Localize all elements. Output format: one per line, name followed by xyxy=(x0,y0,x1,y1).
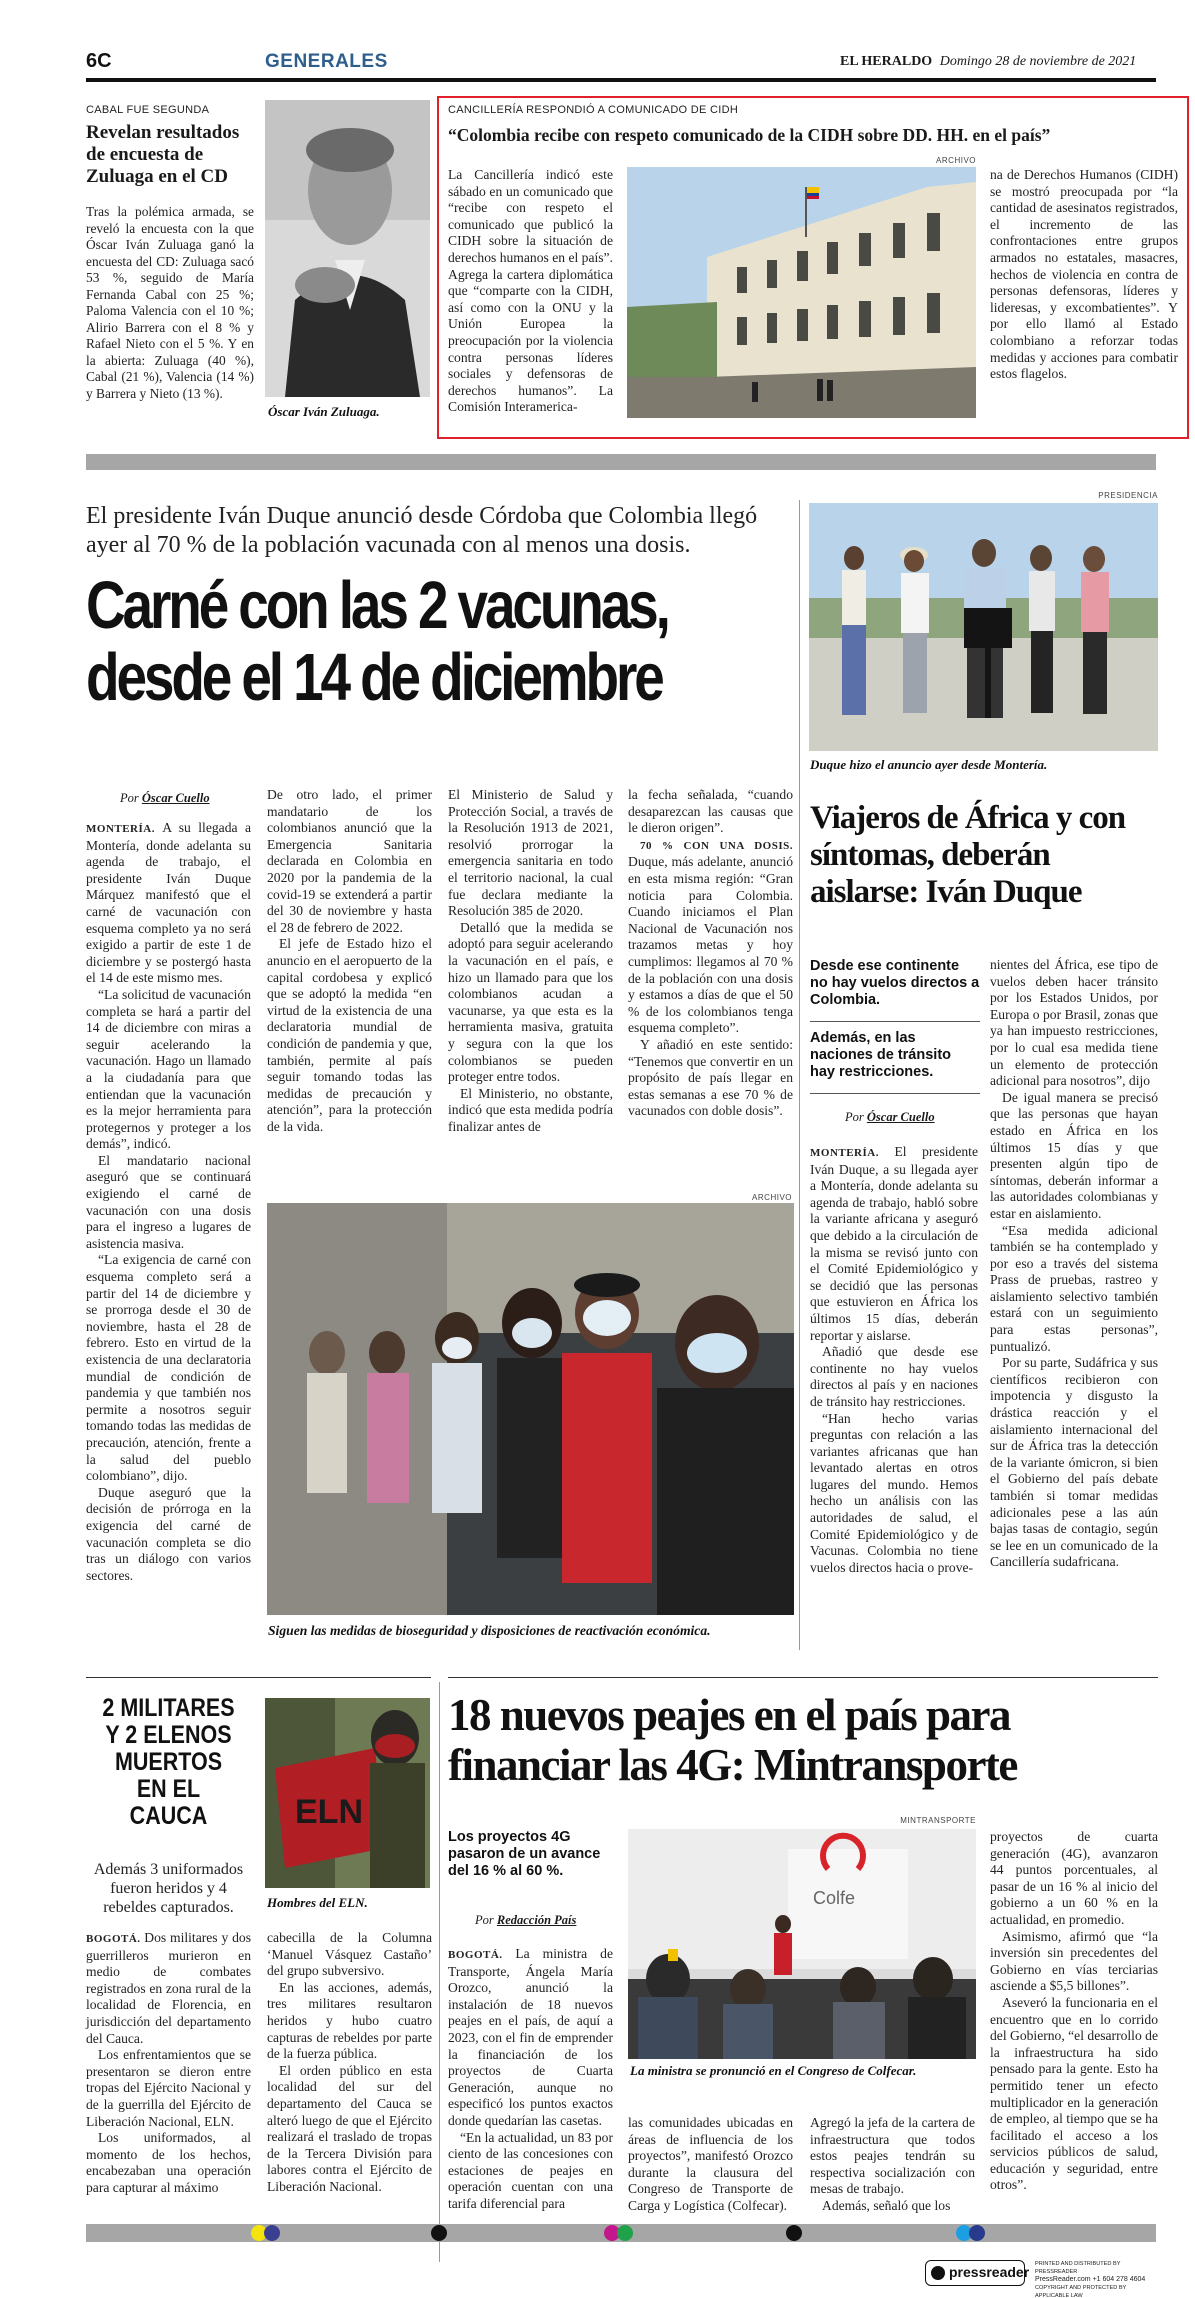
paragraph xyxy=(810,2115,975,2198)
section-name: GENERALES xyxy=(265,51,388,72)
paragraph xyxy=(267,1930,432,1980)
paragraph-text: Duque, más adelante, anunció en esta misma región: “Gran noticia para Colombia. Cuando iniciamos el Plan Nacional de Vacunación nos trazamos metas y hoy cumplimos: llegamos al 70 % de la población con una dosis y estamos a días de que el 50 % de los colombianos tenga esquema completo”. xyxy=(628,854,793,1036)
paragraph xyxy=(628,1037,793,1120)
peajes-byline-name: Redacción País xyxy=(496,1913,577,1927)
carne-byline xyxy=(120,791,210,806)
carne-byline-name: Óscar Cuello xyxy=(141,791,210,805)
pressreader-line-2: PressReader.com +1 604 278 4604 xyxy=(1035,2276,1146,2283)
paragraph-text: “La solicitud de vacunación completa se hará a partir del 14 de diciembre con miras a seguir acelerando la vacunación. Hago un llamado a la ciudadanía para que entiendan que la vacunación es la mejor herramienta para protegernos y proteger a los demás”, indicó. xyxy=(86,986,251,1152)
paragraph xyxy=(628,787,793,837)
carne-col2 xyxy=(267,787,432,1135)
viajeros-highlight-1: Desde ese continente no hay vuelos directos a Colombia. xyxy=(810,958,980,1022)
paragraph xyxy=(448,920,613,1086)
viajeros-col1 xyxy=(810,1144,978,1576)
page-number: 6C xyxy=(86,50,112,72)
militares-photo xyxy=(265,1698,430,1888)
paper-name: EL HERALDO xyxy=(840,54,933,69)
pressreader-info xyxy=(1035,2260,1155,2298)
paragraph-text: De otro lado, el primer mandatario de los colombianos anunció que la Emergencia Sanitaria declarada en Colombia en 2020 por la pandemia de la covid-19 se extenderá a partir del 30 de noviembre y hasta el 28 de febrero de 2022. xyxy=(267,787,432,935)
paragraph-text: El Ministerio, no obstante, indicó que esta medida podría finalizar antes de xyxy=(448,1085,613,1134)
gray-divider-top xyxy=(86,454,1156,470)
paragraph-text: “Han hecho varias preguntas con relación a las variantes africanas que han levantado alertas en otros lugares del mundo. Hemos hecho un análisis con las autoridades de salud, el Comité Epidemiológico y de Vacunas. Colombia no tiene vuelos directos hacia o prove- xyxy=(810,1410,978,1575)
viajeros-photo xyxy=(809,503,1158,751)
bottom-rule-left xyxy=(86,1677,431,1678)
paragraph-text: Aseveró la funcionaria en el encuentro que en lo corrido del Gobierno, “el desarrollo de la infraestructura ha sido pensado para la gente. Esto ha permitido tener un efecto multiplicador en la generación de empleo, al tiempo que se ha facilitado el acceso a los servicios públicos de salud, educación y seguridad, entre otros”. xyxy=(990,1994,1158,2193)
paragraph-text: El mandatario nacional aseguró que se continuará exigiendo el carné de vacunación con una dosis para el ingreso a lugares de asistencia masiva. xyxy=(86,1152,251,1251)
paragraph-text: Detalló que la medida se adoptó para seguir acelerando la vacunación en el país, e hizo un llamado para que los colombianos acudan a vacunarse, ya que esta es la herramienta masiva, gratuita y segura con la que los colombianos se pueden proteger entre todos. xyxy=(448,919,613,1085)
pressreader-badge[interactable] xyxy=(925,2260,1030,2286)
registration-dot-navy xyxy=(969,2225,985,2241)
carne-deck: El presidente Iván Duque anunció desde Córdoba que Colombia llegó ayer al 70 % de la población vacunada con al menos una dosis. xyxy=(86,503,758,558)
registration-marks xyxy=(86,2224,1156,2242)
page-date: Domingo 28 de noviembre de 2021 xyxy=(939,54,1137,69)
paragraph-text: “En la actualidad, un 83 por ciento de las concesiones con estaciones de peajes en operación cuentan con una tarifa diferencial para xyxy=(448,2129,613,2211)
carne-col3 xyxy=(448,787,613,1135)
zuluaga-caption: Óscar Iván Zuluaga. xyxy=(268,404,380,419)
carne-byline-por: Por xyxy=(120,791,139,805)
paragraph xyxy=(86,1252,251,1484)
paragraph-text: El presidente Iván Duque, a su llegada ayer a Montería, donde adelanta su agenda de trabajo, habló sobre la variante africana y aseguró que debido a la circulación de la misma se revisó junto con el Comité Epidemiológico y se decidió que las personas que estuvieron en África los últimos 15 días, deberán reportar y aislarse. xyxy=(810,1144,978,1343)
cidh-kicker: CANCILLERÍA RESPONDIÓ A COMUNICADO DE CIDH xyxy=(448,104,739,116)
viajeros-col2 xyxy=(990,957,1158,1571)
peajes-highlight: Los proyectos 4G pasaron de un avance del 16 % al 60 %. xyxy=(448,1829,601,1879)
paragraph-text: Dos militares y dos guerrilleros murieron en medio de combates registrados en zona rural de la localidad de Florencia, en jurisdicción del departamento del Cauca. xyxy=(86,1930,251,2046)
viajeros-byline-name: Óscar Cuello xyxy=(866,1110,935,1124)
cidh-photo xyxy=(627,167,976,418)
cidh-col2: na de Derechos Humanos (CIDH) se mostró preocupada por “la cantidad de asesinatos registrados, el incremento de las confrontaciones entre grupos armados no estatales, masacres, hechos de violencia en contra de personas defensoras, líderes y lideresas, y excombatientes”. Y por ello llamó al Estado colombiano a reforzar todas medidas y acciones para combatir estos flagelos. xyxy=(990,167,1178,382)
viajeros-photo-caption: Duque hizo el anuncio ayer desde Montería. xyxy=(810,757,1048,772)
paragraph xyxy=(990,1995,1158,2194)
pressreader-line-1: PRINTED AND DISTRIBUTED BY PRESSREADER xyxy=(1035,2261,1121,2275)
paragraph-text: Además, señaló que los xyxy=(822,2197,951,2213)
carne-photo-credit: ARCHIVO xyxy=(752,1193,792,1202)
zuluaga-title: Revelan resultados de encuesta de Zuluaga en el CD xyxy=(86,122,240,187)
paragraph xyxy=(267,787,432,936)
paragraph xyxy=(86,1153,251,1253)
paragraph-text: El jefe de Estado hizo el anuncio en el aeropuerto de la capital cordobesa y explicó que se adoptó la medida “en virtud de la existencia de una declaratoria mundial de condición de pandemia y que, también, permite al país seguir tomando todas las medidas de precaución y atención”, para la protección de la vida. xyxy=(267,936,432,1134)
zuluaga-photo xyxy=(265,100,430,397)
paragraph xyxy=(628,2115,793,2215)
masthead xyxy=(840,54,1136,70)
registration-dot-black xyxy=(431,2225,447,2241)
paragraph xyxy=(990,1829,1158,1929)
paragraph xyxy=(448,2130,613,2213)
carne-col1 xyxy=(86,820,251,1584)
paragraph xyxy=(86,987,251,1153)
paragraph xyxy=(448,787,613,920)
paragraph-lead: BOGOTÁ. xyxy=(86,1933,145,1945)
registration-dot-blue xyxy=(264,2225,280,2241)
paragraph-text: cabecilla de la Columna ‘Manuel Vásquez Castaño’ del grupo subversivo. xyxy=(267,1930,432,1979)
paragraph-text: Los enfrentamientos que se presentaron se dieron entre tropas del Ejército Nacional y de la guerrilla del Ejército de Liberación Nacional, ELN. xyxy=(86,2047,251,2129)
paragraph-text: Agregó la jefa de la cartera de infraestructura que todos estos peajes tendrán su respectiva socialización con mesas de trabajo. xyxy=(810,2115,975,2197)
paragraph xyxy=(810,1344,978,1410)
paragraph xyxy=(990,957,1158,1090)
paragraph-text: Asimismo, afirmó que “la inversión sin precedentes del Gobierno en vías terciarias asciende a $5,5 billones”. xyxy=(990,1928,1158,1994)
paragraph-text: A su llegada a Montería, donde adelanta su agenda de trabajo, el presidente Iván Duque Márquez manifestó que el carné de vacunación con esquema completo ya no será exigido a partir de este 1 de diciembre y se postergó hasta el 14 de este mismo mes. xyxy=(86,820,251,986)
militares-caption: Hombres del ELN. xyxy=(267,1895,368,1910)
svg-text:ELN: ELN xyxy=(295,1793,363,1831)
paragraph xyxy=(86,2130,251,2196)
paragraph xyxy=(448,1946,613,2130)
zuluaga-kicker: CABAL FUE SEGUNDA xyxy=(86,104,210,116)
viajeros-highlight-2: Además, en las naciones de tránsito hay restricciones. xyxy=(810,1030,980,1094)
paragraph xyxy=(448,1086,613,1136)
militares-deck: Además 3 uniformados fueron heridos y 4 rebeldes capturados. xyxy=(93,1861,244,1916)
cidh-photo-credit: ARCHIVO xyxy=(936,156,976,165)
bottom-rule-right xyxy=(448,1677,1158,1678)
viajeros-byline-por: Por xyxy=(845,1110,864,1124)
paragraph xyxy=(86,2047,251,2130)
carne-divider xyxy=(799,500,800,1650)
paragraph-lead: MONTERÍA. xyxy=(810,1147,895,1159)
paragraph xyxy=(810,2198,975,2215)
paragraph xyxy=(267,2063,432,2196)
cidh-title: “Colombia recibe con respeto comunicado de la CIDH sobre DD. HH. en el país” xyxy=(448,125,1051,145)
carne-col4 xyxy=(628,787,793,1120)
bottom-col-divider xyxy=(439,1682,440,2262)
paragraph-text: De igual manera se precisó que las personas que hayan estado en África en los últimos 15 días y que presenten algún tipo de síntomas, deberán informar a las autoridades colombianas y estar en aislamiento. xyxy=(990,1089,1158,1221)
peajes-byline xyxy=(475,1913,576,1928)
peajes-col4 xyxy=(990,1829,1158,2194)
paragraph-text: “Esa medida adicional también se ha contemplado y por eso a través del sistema Prass de pruebas, rastreo y aislamiento selectivo también estará con un seguimiento para estas personas”, puntualizó. xyxy=(990,1222,1158,1354)
paragraph xyxy=(990,1355,1158,1571)
viajeros-photo-credit: PRESIDENCIA xyxy=(1098,491,1158,500)
paragraph xyxy=(628,837,793,1037)
svg-text:Colfe: Colfe xyxy=(813,1888,856,1908)
paragraph xyxy=(267,1980,432,2063)
peajes-col3 xyxy=(810,2115,975,2215)
paragraph xyxy=(86,820,251,987)
paragraph-text: Los uniformados, al momento de los hechos, encabezaban una operación para capturar al máximo xyxy=(86,2130,251,2195)
paragraph-text: La ministra de Transporte, Ángela María Orozco, anunció la instalación de 18 nuevos peajes en el país, de aquí a 2023, con el fin de emprender la financiación de los proyectos de Cuarta Generación, aunque no especificó los puntos exactos donde quedarían las casetas. xyxy=(448,1946,613,2128)
viajeros-headline: Viajeros de África y con síntomas, deberán aislarse: Iván Duque xyxy=(810,800,1126,910)
paragraph xyxy=(267,936,432,1135)
paragraph-text: las comunidades ubicadas en áreas de influencia de los proyectos”, manifestó Orozco durante la clausura del Congreso de Transporte de Carga y Logística (Colfecar). xyxy=(628,2115,793,2213)
paragraph xyxy=(810,1144,978,1344)
paragraph-lead: MONTERÍA. xyxy=(86,823,163,835)
peajes-photo xyxy=(628,1829,976,2059)
pressreader-line-3: COPYRIGHT AND PROTECTED BY APPLICABLE LAW xyxy=(1035,2285,1127,2298)
peajes-col1 xyxy=(448,1946,613,2213)
paragraph xyxy=(86,1485,251,1585)
carne-photo xyxy=(267,1203,794,1615)
pressreader-label: pressreader xyxy=(949,2264,1030,2280)
paragraph-text: proyectos de cuarta generación (4G), avanzaron 44 puntos porcentuales, al pasar de un 16 % al inicio del gobierno a un 60 % en la actualidad, en promedio. xyxy=(990,1829,1158,1927)
paragraph-text: Añadió que desde ese continente no hay vuelos directos al país y en naciones de tránsito hay restricciones. xyxy=(810,1344,978,1409)
registration-dot-black-2 xyxy=(786,2225,802,2241)
paragraph xyxy=(990,1223,1158,1356)
peajes-col2 xyxy=(628,2115,793,2215)
header-rule xyxy=(86,78,1156,82)
peajes-headline: 18 nuevos peajes en el país para financiar las 4G: Mintransporte xyxy=(448,1690,1017,1790)
pressreader-icon xyxy=(931,2266,945,2280)
paragraph xyxy=(990,1090,1158,1223)
militares-col2 xyxy=(267,1930,432,2196)
paragraph-lead: 70 % CON UNA DOSIS. xyxy=(640,839,793,852)
carne-headline: Carné con las 2 vacunas, desde el 14 de diciembre xyxy=(86,568,668,715)
carne-caption: Siguen las medidas de bioseguridad y disposiciones de reactivación económica. xyxy=(268,1623,711,1638)
peajes-caption: La ministra se pronunció en el Congreso de Colfecar. xyxy=(630,2063,917,2078)
zuluaga-body: Tras la polémica armada, se reveló la encuesta con la que Óscar Iván Zuluaga ganó la encuesta del CD: Zuluaga sacó 53 %, seguido de María Fernanda Cabal con 25 %; Paloma Valencia con el 10 %; Alirio Barrera con el 8 % y Rafael Nieto con el 5 %. Y en la abierta: Zuluaga (40 %), Cabal (21 %), Valencia (14 %) y Barrera y Nieto (13 %). xyxy=(86,204,254,401)
paragraph-text: El orden público en esta localidad del sur del departamento del Cauca se alteró luego de que el Ejército realizará el traslado de tropas de la Tercera División para labores contra el Ejército de Liberación Nacional. xyxy=(267,2062,432,2194)
peajes-byline-por: Por xyxy=(475,1913,494,1927)
paragraph-text: El Ministerio de Salud y Protección Social, a través de la Resolución 1913 de 2021, resolvió prorrogar la emergencia sanitaria en todo el territorio nacional, la cual fue declara mediante la Resolución 385 de 2020. xyxy=(448,787,613,919)
paragraph-text: Por su parte, Sudáfrica y sus científicos recibieron con impotencia y disgusto la drástica reacción y el aislamiento internacional del sur de África tras la detección de la variante ómicron, si bien el Gobierno del país debate también si tomar medidas adicionales pese a las aún bajas tasas de contagio, según se lee en un comunicado de la Cancillería sudafricana. xyxy=(990,1355,1158,1570)
paragraph xyxy=(810,1411,978,1577)
paragraph-text: nientes del África, ese tipo de vuelos deben hacer tránsito por los Estados Unidos, por Europa o por Brasil, zonas que ya han impuesto restricciones, por lo cual esa medida tiene un elemento de protección adicional para nosotros”, dijo xyxy=(990,957,1158,1089)
paragraph-text: Duque aseguró que la decisión de prórroga en la exigencia del carné de vacunación completa se dio tras un diálogo con varios sectores. xyxy=(86,1484,251,1583)
cidh-col1: La Cancillería indicó este sábado en un comunicado que “recibe con respeto el comunicado que publicó la CIDH sobre la situación de derechos humanos en el país”. Agrega la cartera diplomática que “comparte con la CIDH, así como con la ONU y la Unión Europea la preocupación por la violencia contra personas líderes sociales y defensoras de derechos humanos”. La Comisión Interamerica- xyxy=(448,167,613,415)
paragraph-lead: BOGOTÁ. xyxy=(448,1949,516,1961)
paragraph xyxy=(86,1930,251,2047)
peajes-photo-credit: MINTRANSPORTE xyxy=(900,1816,976,1825)
militares-headline: 2 MILITARES Y 2 ELENOS MUERTOS EN EL CAUCA xyxy=(102,1694,235,1830)
registration-dot-green xyxy=(617,2225,633,2241)
paragraph-text: Y añadió en este sentido: “Tenemos que convertir en un propósito de país llegar en estas semanas a ese 70 % de vacunados con doble dosis”. xyxy=(628,1036,793,1119)
paragraph-text: En las acciones, además, tres militares resultaron heridos y hubo cuatro capturas de rebeldes por parte de la fuerza pública. xyxy=(267,1979,432,2062)
paragraph-text: “La exigencia de carné con esquema completo será a partir del 14 de diciembre y se prorroga desde el 30 de noviembre, hasta el 28 de febrero. Esto en virtud de la existencia de una declaratoria mundial de condición de pandemia y que también nos permite a nosotros seguir tomando todas las medidas de precaución, atención, frente a la salud del pueblo colombiano”, dijo. xyxy=(86,1252,251,1484)
paragraph xyxy=(990,1929,1158,1995)
militares-col1 xyxy=(86,1930,251,2197)
viajeros-byline xyxy=(845,1110,935,1125)
paragraph-text: la fecha señalada, “cuando desaparezcan las causas que le dieron origen”. xyxy=(628,787,793,836)
